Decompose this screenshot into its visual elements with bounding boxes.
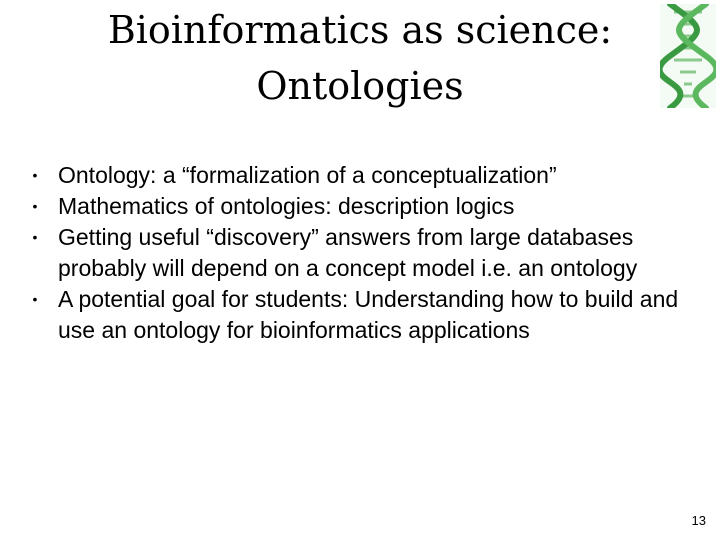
- bullet-list: [30, 160, 690, 346]
- slide-title-line-1: Bioinformatics as science:: [107, 8, 613, 52]
- dna-helix-icon: [660, 4, 716, 108]
- bullet-dot: •: [32, 291, 38, 307]
- bullet-text: Ontology: a “formalization of a conceptualization”: [58, 162, 557, 188]
- bullet-text: A potential goal for students: Understanding how to build and use an ontology for bioinformatics applications: [58, 286, 679, 343]
- slide-title-line-2: Ontologies: [256, 64, 464, 108]
- bullet-dot: •: [32, 229, 38, 245]
- list-item: [30, 222, 690, 284]
- list-item: [30, 284, 690, 346]
- list-item: [30, 160, 690, 191]
- bullet-dot: •: [32, 198, 38, 214]
- bullet-text: Mathematics of ontologies: description logics: [58, 193, 515, 219]
- page-number: 13: [691, 513, 706, 528]
- bullet-dot: •: [32, 167, 38, 183]
- slide-title: [60, 2, 660, 114]
- list-item: [30, 191, 690, 222]
- bullet-text: Getting useful “discovery” answers from large databases probably will depend on a concept model i.e. an ontology: [58, 224, 638, 281]
